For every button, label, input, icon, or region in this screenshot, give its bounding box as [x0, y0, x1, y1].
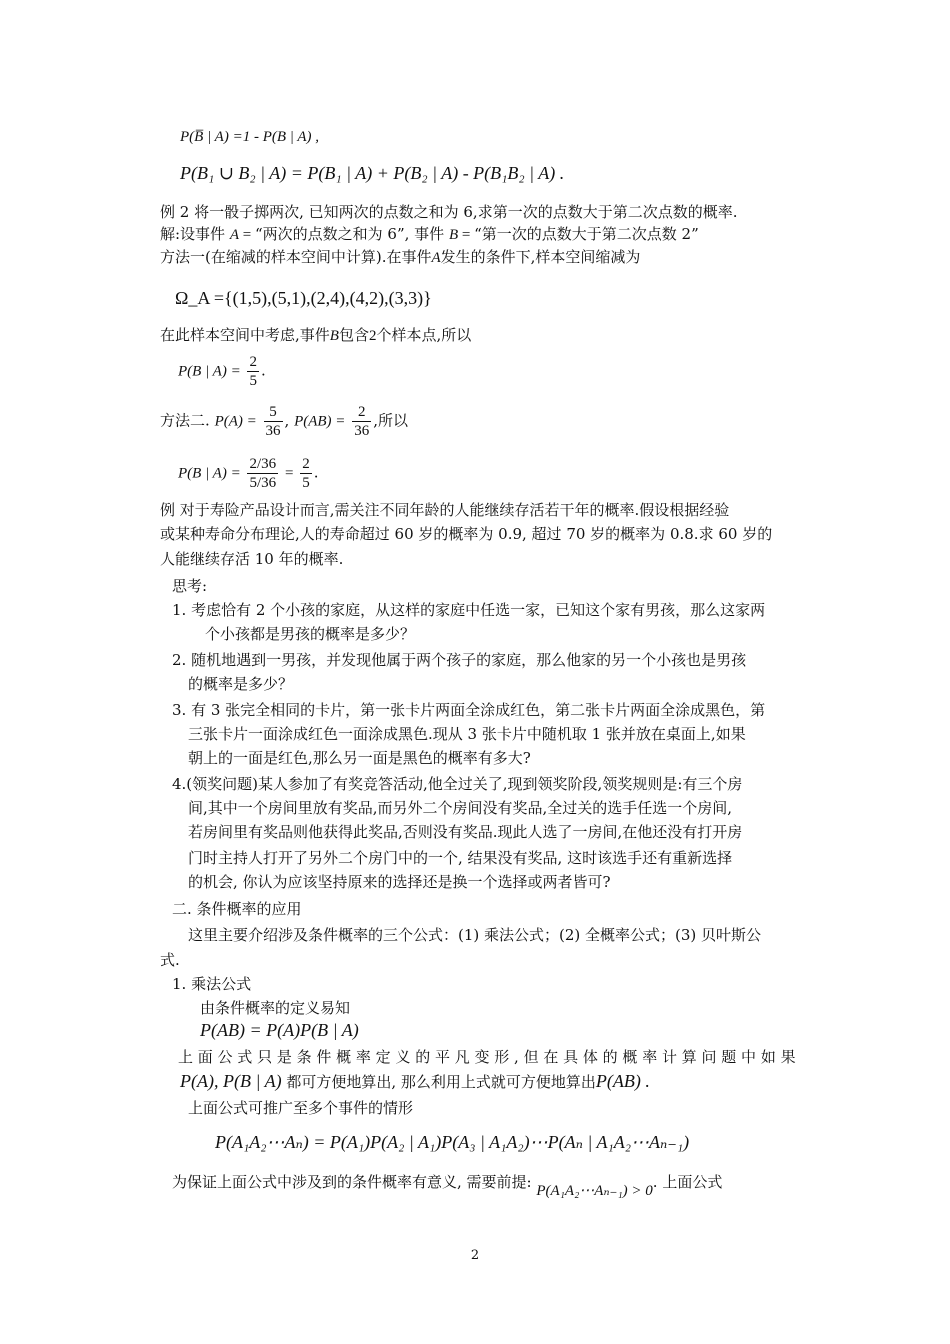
- question-4-line-3: 若房间里有奖品则他获得此奖品,否则没有奖品.现此人选了一房间,在他还没有打开房: [188, 823, 743, 841]
- method-one-line: 方法一(在缩减的样本空间中计算).在事件A发生的条件下,样本空间缩减为: [160, 248, 641, 266]
- reduced-sample-space: Ω_A ={(1,5),(5,1),(2,4),(4,2),(3,3)}: [175, 288, 432, 308]
- section-2-heading: 二. 条件概率的应用: [172, 900, 302, 918]
- generalization-line: 上面公式可推广至多个事件的情形: [188, 1099, 414, 1117]
- remark-line-2: P(A), P(B | A) 都可方便地算出, 那么利用上式就可方便地算出P(AB) .: [180, 1071, 650, 1091]
- insurance-example-3: 人能继续存活 10 年的概率.: [160, 550, 344, 568]
- question-1-line-2: 个小孩都是男孩的概率是多少？: [205, 625, 416, 643]
- question-4-line-1: 4.(领奖问题)某人参加了有奖竞答活动,他全过关了,现到领奖阶段,领奖规则是:有三个房: [172, 775, 743, 793]
- intro-line-2: 式.: [160, 951, 180, 969]
- think-heading: 思考:: [172, 577, 208, 595]
- formula-union: P(B₁ ∪ B₂ | A) = P(B₁ | A) + P(B₂ | A) - P(B₁B₂ | A) .: [180, 163, 565, 183]
- question-2-line-2: 的概率是多少？: [188, 675, 294, 693]
- result-method-two: P(B | A) = $\frac{2/36}{5/36}$ = $\frac{2}{5}$ .: [178, 456, 319, 491]
- solution-line: 解:设事件 A = “两次的点数之和为 6”, 事件 B = “第一次的点数大于第二次点数 2”: [160, 225, 699, 243]
- insurance-example-2: 或某种寿命分布理论,人的寿命超过 60 岁的概率为 0.9, 超过 70 岁的概率为 0.8.求 60 岁的: [160, 525, 773, 543]
- precondition-line: 为保证上面公式中涉及到的条件概率有意义, 需要前提: P(A₁A₂⋯Aₙ₋₁) > 0. 上面公式: [172, 1173, 723, 1199]
- sample-space-line: 在此样本空间中考虑,事件B包含2个样本点,所以: [160, 326, 472, 344]
- example-2-statement: 例 2 将一骰子掷两次, 已知两次的点数之和为 6,求第一次的点数大于第二次点数的概率.: [160, 203, 738, 221]
- question-4-line-4: 门时主持人打开了另外二个房门中的一个, 结果没有奖品, 这时该选手还有重新选择: [188, 849, 733, 867]
- by-definition-line: 由条件概率的定义易知: [200, 999, 351, 1017]
- page-number: 2: [470, 1248, 480, 1263]
- intro-line-1: 这里主要介绍涉及条件概率的三个公式：(1) 乘法公式；(2) 全概率公式；(3) 贝叶斯公: [188, 926, 762, 944]
- item-multiplication-rule: 1. 乘法公式: [172, 975, 252, 993]
- question-4-line-5: 的机会, 你认为应该坚持原来的选择还是换一个选择或两者皆可?: [188, 873, 611, 891]
- result-method-one: P(B | A) = $\frac{2}{5}$ .: [178, 354, 266, 389]
- insurance-example-1: 例 对于寿险产品设计而言,需关注不同年龄的人能继续存活若干年的概率.假设根据经验: [160, 501, 730, 519]
- remark-line-1: 上 面 公 式 只 是 条 件 概 率 定 义 的 平 凡 变 形 , 但 在 具 体 的 概 率 计 算 问 题 中 如 果: [178, 1048, 796, 1066]
- question-3-line-3: 朝上的一面是红色,那么另一面是黑色的概率有多大?: [188, 749, 531, 767]
- multiplication-formula: P(AB) = P(A)P(B | A): [200, 1020, 359, 1040]
- chain-rule-formula: P(A₁A₂⋯Aₙ) = P(A₁)P(A₂ | A₁)P(A₃ | A₁A₂)⋯P(Aₙ | A₁A₂⋯Aₙ₋₁): [215, 1132, 690, 1152]
- question-4-line-2: 间,其中一个房间里放有奖品,而另外二个房间没有奖品,全过关的选手任选一个房间,: [188, 799, 733, 817]
- question-3-line-2: 三张卡片一面涂成红色一面涂成黑色.现从 3 张卡片中随机取 1 张并放在桌面上,如果: [188, 725, 746, 743]
- method-two-line: 方法二. P(A) = $\frac{5}{36}$ , P(AB) = $\frac{2}{36}$ ,所以: [160, 404, 408, 439]
- question-1-line-1: 1. 考虑恰有 2 个小孩的家庭，从这样的家庭中任选一家，已知这个家有男孩，那么这家两: [172, 601, 766, 619]
- question-3-line-1: 3. 有 3 张完全相同的卡片，第一张卡片两面全涂成红色，第二张卡片两面全涂成黑色，第: [172, 701, 766, 719]
- formula-complement: P(B̅ | A) =1 - P(B | A) ,: [180, 129, 320, 145]
- question-2-line-1: 2. 随机地遇到一男孩，并发现他属于两个孩子的家庭，那么他家的另一个小孩也是男孩: [172, 651, 747, 669]
